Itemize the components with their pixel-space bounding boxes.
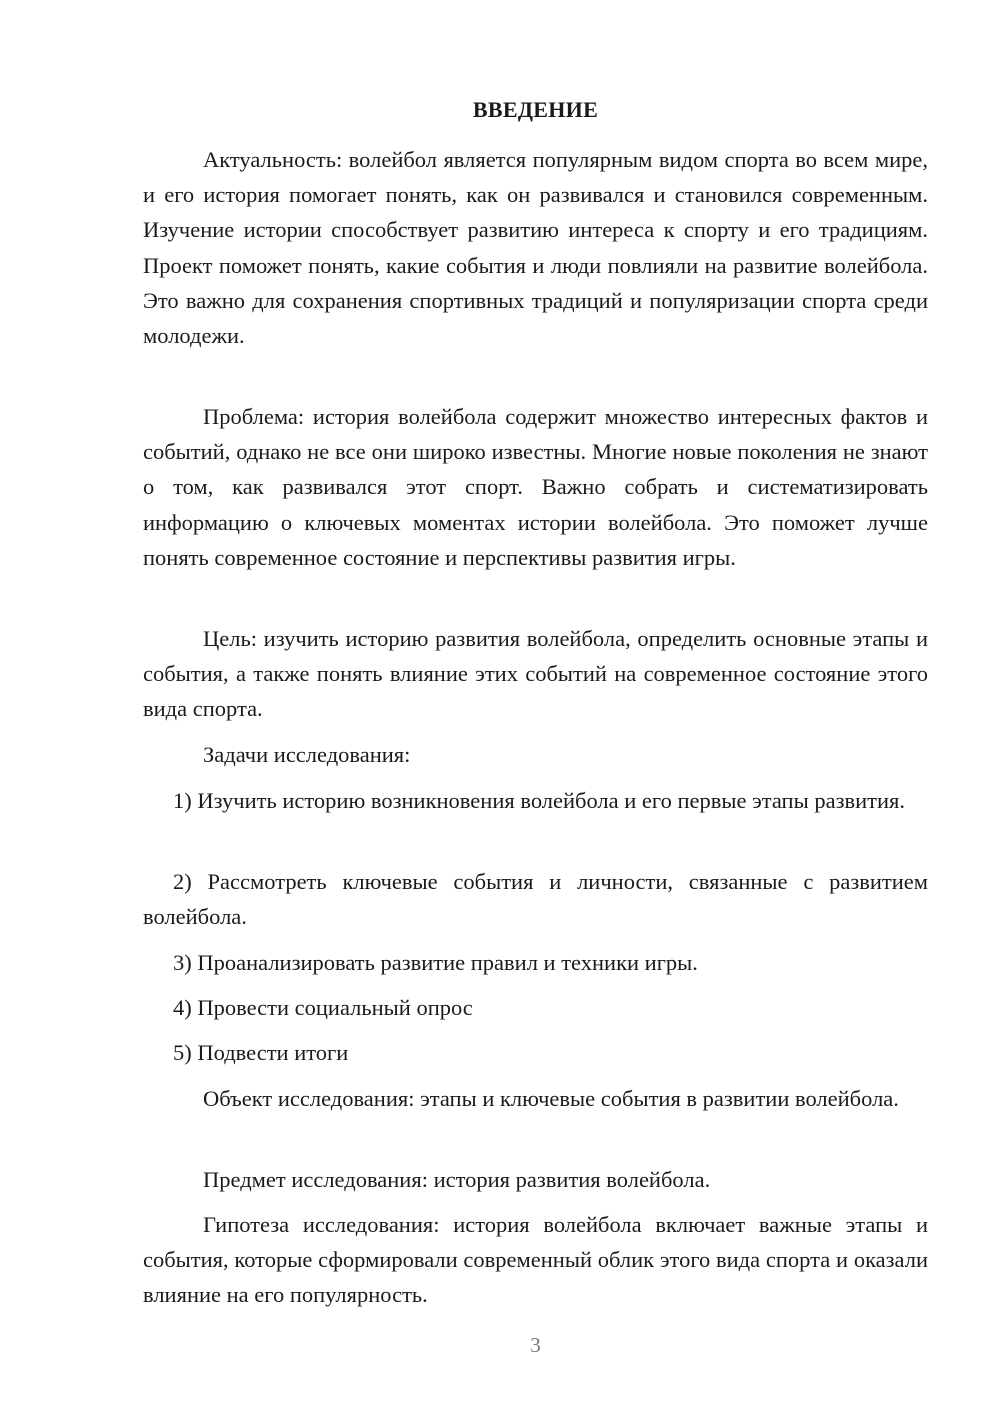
task-item-2: 2) Рассмотреть ключевые события и личности, связанные с развитием волейбола. — [143, 869, 928, 930]
paragraph-goal: Цель: изучить историю развития волейбола, определить основные этапы и события, а также понять влияние этих событий на современное состояние этого вида спорта. — [143, 626, 928, 722]
task-item-1: 1) Изучить историю возникновения волейбола и его первые этапы развития. — [173, 788, 905, 813]
paragraph-object: Объект исследования: этапы и ключевые события в развитии волейбола. — [203, 1086, 899, 1111]
paragraph-hypothesis: Гипотеза исследования: история волейбола включает важные этапы и события, которые сформировали современный облик этого вида спорта и оказали влияние на его популярность. — [143, 1212, 928, 1308]
paragraph-problem: Проблема: история волейбола содержит множество интересных фактов и событий, однако не все они широко известны. Многие новые поколения не знают о том, как развивался этот спорт. Важно собрать и систематизировать информацию о ключевых моментах истории волейбола. Это поможет лучше понять современное состояние и перспективы развития игры. — [143, 404, 928, 570]
page-number: 3 — [530, 1333, 541, 1357]
document-page — [143, 0, 928, 1414]
task-item-4: 4) Провести социальный опрос — [173, 995, 473, 1020]
page-title: ВВЕДЕНИЕ — [472, 97, 599, 122]
paragraph-relevance: Актуальность: волейбол является популярным видом спорта во всем мире, и его история помогает понять, как он развивался и становился современным. Изучение истории способствует развитию интереса к спорту и его традициям. Проект поможет понять, какие события и люди повлияли на развитие волейбола. Это важно для сохранения спортивных традиций и популяризации спорта среди молодежи. — [143, 147, 928, 349]
paragraph-tasks-heading: Задачи исследования: — [203, 742, 411, 767]
task-item-5: 5) Подвести итоги — [173, 1040, 349, 1065]
paragraph-subject: Предмет исследования: история развития волейбола. — [203, 1167, 711, 1192]
task-item-3: 3) Проанализировать развитие правил и техники игры. — [173, 950, 698, 975]
